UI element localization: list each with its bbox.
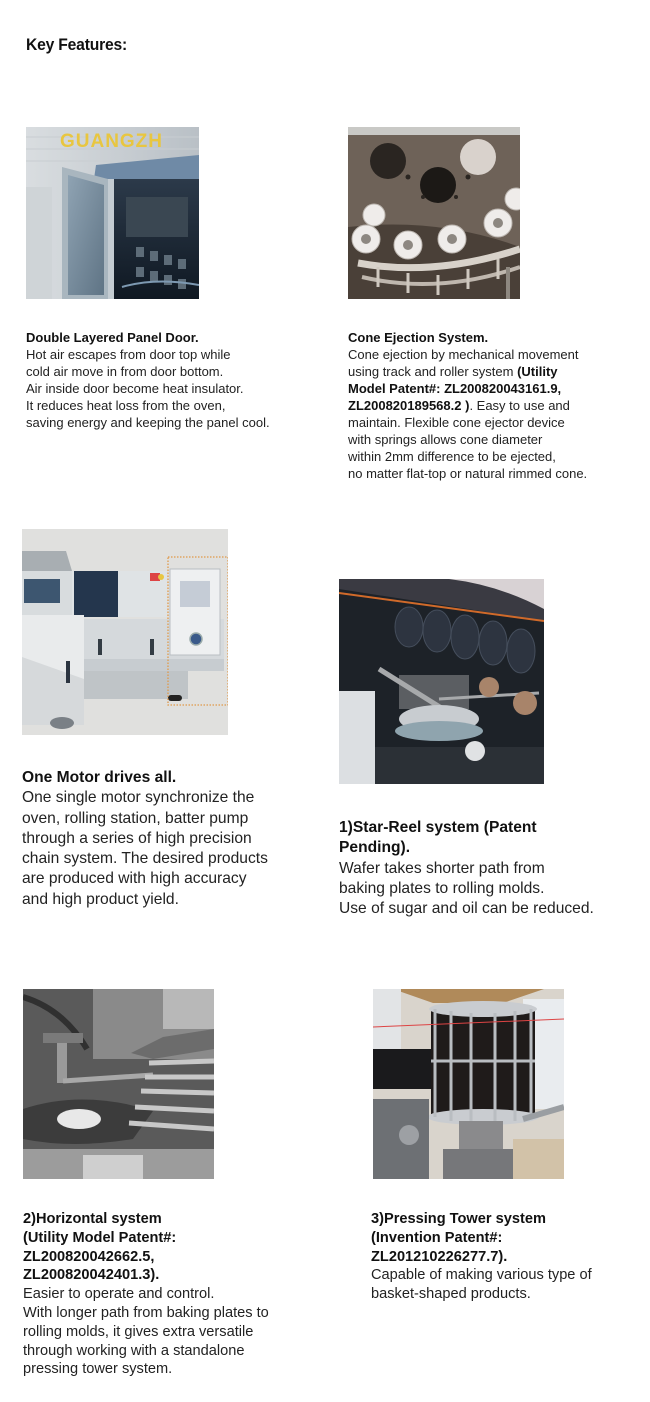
feature-heading: 2)Horizontal system [23, 1211, 162, 1227]
feature-line: through working with a standalone [23, 1342, 245, 1359]
feature-line: saving energy and keeping the panel cool. [26, 415, 270, 430]
feature-line: rolling molds, it gives extra versatile [23, 1323, 254, 1340]
cone-ejection-photo [348, 127, 520, 299]
patent-text: ZL200820042401.3). [23, 1267, 160, 1284]
patent-text: (Utility [517, 364, 558, 379]
patent-text: ZL200820042662.5, [23, 1248, 155, 1265]
feature-heading: 1)Star-Reel system (Patent [339, 819, 537, 836]
feature-heading: (Invention Patent#: [371, 1229, 503, 1246]
feature-line: oven, rolling station, batter pump [22, 809, 249, 827]
horizontal-system-photo [23, 989, 214, 1179]
feature-line: Capable of making various type of [371, 1267, 592, 1284]
feature-cone-ejection-text [348, 329, 587, 482]
feature-line: through a series of high precision [22, 829, 252, 847]
feature-heading: Cone Ejection System. [348, 330, 489, 345]
feature-pressing-tower-text [371, 1210, 592, 1304]
panel-door-photo [26, 127, 199, 299]
feature-line: Hot air escapes from door top while [26, 347, 231, 362]
feature-line: maintain. Flexible cone ejector device [348, 415, 565, 430]
feature-line: within 2mm difference to be ejected, [348, 449, 556, 464]
feature-heading: Pending). [339, 839, 411, 857]
feature-line: Air inside door become heat insulator. [26, 381, 244, 396]
feature-line: Easier to operate and control. [23, 1286, 215, 1303]
feature-line: With longer path from baking plates to [23, 1304, 269, 1321]
feature-panel-door-text [26, 329, 270, 431]
feature-line: One single motor synchronize the [22, 789, 255, 807]
feature-heading: 3)Pressing Tower system [371, 1211, 546, 1227]
feature-line: pressing tower system. [23, 1361, 173, 1378]
feature-line: It reduces heat loss from the oven, [26, 398, 226, 413]
feature-line: are produced with high accuracy [22, 870, 247, 888]
feature-one-motor-text [22, 768, 268, 910]
feature-line: . Easy to use and [469, 398, 570, 413]
feature-line: Cone ejection by mechanical movement [348, 347, 579, 362]
feature-line: and high product yield. [22, 890, 179, 908]
feature-line: chain system. The desired products [22, 850, 268, 868]
feature-heading: One Motor drives all. [22, 769, 177, 786]
feature-line: basket-shaped products. [371, 1286, 531, 1303]
patent-text: Model Patent#: ZL200820043161.9, [348, 381, 562, 396]
pressing-tower-photo [373, 989, 564, 1179]
feature-horizontal-text [23, 1210, 269, 1379]
one-motor-photo [22, 529, 228, 735]
feature-heading: Double Layered Panel Door. [26, 330, 199, 345]
patent-text: ZL200820189568.2 ) [348, 398, 470, 413]
feature-line: cold air move in from door bottom. [26, 364, 224, 379]
feature-line: using track and roller system [348, 364, 518, 379]
feature-heading: (Utility Model Patent#: [23, 1229, 177, 1246]
sign-lettering: GUANGZH [60, 131, 162, 152]
star-reel-photo [339, 579, 544, 784]
feature-line: Use of sugar and oil can be reduced. [339, 900, 594, 918]
feature-line: Wafer takes shorter path from [339, 859, 545, 877]
feature-star-reel-text [339, 818, 594, 919]
feature-line: with springs allows cone diameter [348, 432, 543, 447]
feature-line: baking plates to rolling molds. [339, 879, 545, 897]
feature-line: no matter flat-top or natural rimmed cone. [348, 466, 588, 481]
page-title: Key Features: [26, 35, 128, 54]
patent-text: ZL201210226277.7). [371, 1248, 508, 1265]
